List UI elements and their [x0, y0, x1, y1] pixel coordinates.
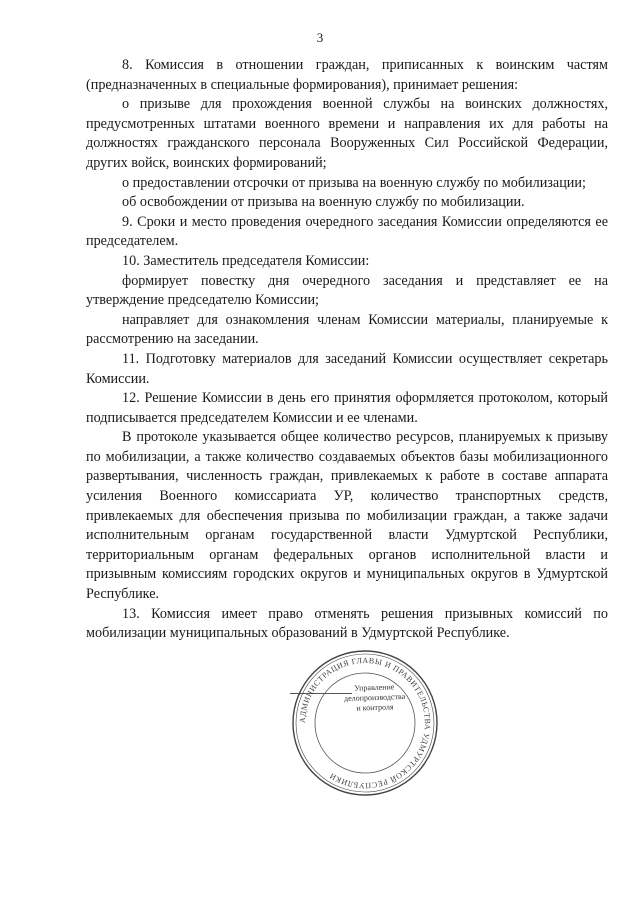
paragraph-12-protocol: В протоколе указывается общее количество ресурсов, планируемых к призыву по мобилизации, а также количество создаваемых объектов базы мобилизационного развертывания, численность граждан, привлекаемых к работе в составе аппарата усиления Военного комиссариата УР, количество транспортных средств, привлекаемых для обеспечения призыва по мобилизации граждан, а также задачи исполнительным органам государственной власти Удмуртской Республики, территориальным органам федеральных органов исполнительной власти и призывным комиссиям городских округов и муниципальных округов в Удмуртской Республике.	[86, 429, 608, 603]
paragraph-10-item-1: формирует повестку дня очередного заседания и представляет ее на утверждение председателю Комиссии;	[86, 272, 608, 309]
paragraph-10-item-2: направляет для ознакомления членам Комиссии материалы, планируемые к рассмотрению на заседании.	[86, 311, 608, 348]
stamp-inner-line-2: делопроизводства	[343, 691, 406, 704]
stamp-inner-text	[333, 682, 417, 735]
paragraph-8-item-1: о призыве для прохождения военной службы на воинских должностях, предусмотренных штатами военного времени и направления их для работы на должностях гражданского персонала Вооруженных Сил Российской Федерации, других войск, воинских формирований;	[86, 96, 608, 171]
paragraph-8-item-3: об освобождении от призыва на военную службу по мобилизации.	[122, 194, 525, 211]
paragraph-8-item-2: о предоставлении отсрочки от призыва на военную службу по мобилизации;	[122, 174, 586, 191]
paragraph-8: 8. Комиссия в отношении граждан, приписанных к воинским частям (предназначенных в специальные формирования), принимает решения:	[86, 57, 608, 93]
stamp-inner-line-3: и контроля	[356, 702, 394, 713]
paragraph-13: 13. Комиссия имеет право отменять решения призывных комиссий по мобилизации муниципальных образований в Удмуртской Республике.	[86, 605, 608, 642]
page-number: 3	[316, 30, 324, 45]
stamp-inner-line-1: Управление	[354, 682, 395, 693]
paragraph-12: 12. Решение Комиссии в день его принятия оформляется протоколом, который подписывается председателем Комиссии и ее членами.	[86, 390, 608, 426]
paragraph-9: 9. Сроки и место проведения очередного заседания Комиссии определяются ее председателем.	[86, 213, 608, 250]
paragraph-11: 11. Подготовку материалов для заседаний Комиссии осуществляет секретарь Комиссии.	[86, 350, 608, 387]
stamp-ring-text: АДМИНИСТРАЦИЯ ГЛАВЫ И ПРАВИТЕЛЬСТВА УДМУРТСКОЙ РЕСПУБЛИКИ	[297, 655, 433, 791]
paragraph-10: 10. Заместитель председателя Комиссии:	[122, 252, 370, 269]
document-body	[86, 56, 608, 644]
